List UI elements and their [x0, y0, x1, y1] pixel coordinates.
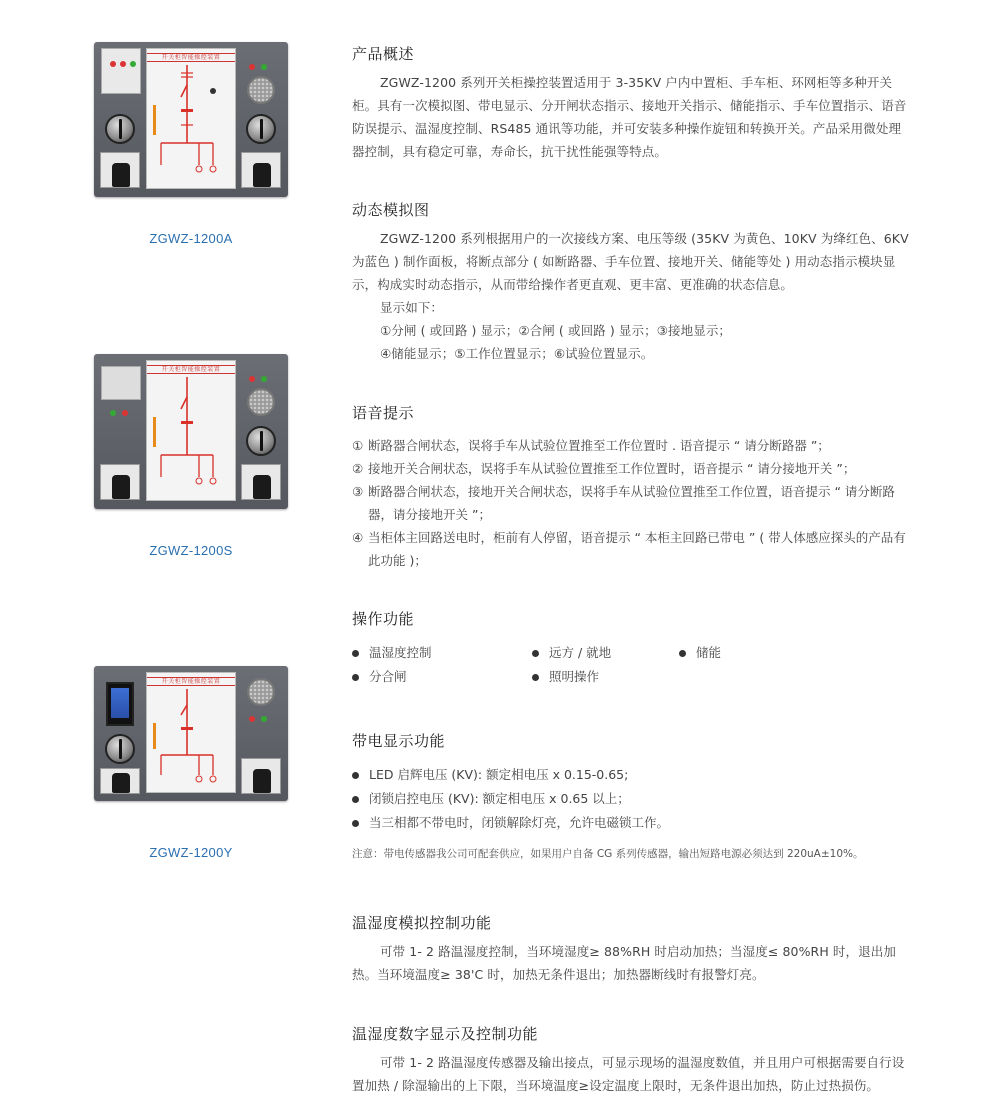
voice-title: 语音提示 [352, 404, 415, 422]
mimic-diagram [151, 377, 233, 497]
panel-title: 开关柜智能操控装置 [147, 677, 235, 686]
bullet-icon [352, 674, 359, 681]
navigation-keypad [105, 734, 135, 764]
control-knob [105, 114, 135, 144]
bullet-icon [679, 650, 686, 657]
list-item [352, 763, 912, 787]
selector-switch [241, 758, 281, 794]
product-card-y [94, 666, 290, 860]
status-led [261, 64, 267, 70]
speaker-grille [247, 76, 275, 104]
left-panel [98, 672, 143, 793]
list-item [352, 787, 912, 811]
temp-analog-section [352, 913, 912, 986]
list-text: 储能 [696, 645, 722, 660]
status-led [120, 61, 126, 67]
list-text: 分合闸 [369, 669, 407, 684]
left-panel [98, 48, 143, 189]
speaker-grille [247, 388, 275, 416]
right-panel [239, 360, 284, 501]
dynamic-body: ZGWZ-1200 系列根据用户的一次接线方案、电压等级 (35KV 为黄色、10KV 为绛红色、6KV 为蓝色 ) 制作面板，将断点部分 ( 如断路器、手车位置、接地开关、储能等处 ) 用动态指示模块显示，构成实时动态指示，从而带给操作者更直观、更丰富、更准确的状态信息。 [352, 231, 909, 292]
bullet-icon [352, 820, 359, 827]
product-image-y [94, 666, 288, 801]
voice-list [352, 434, 912, 572]
list-text: 接地开关合闸状态，误将手车从试验位置推至工作位置时，语音提示 “ 请分接地开关 ”； [368, 461, 856, 476]
list-text: 当柜体主回路送电时，柜前有人停留，语音提示 “ 本柜主回路已带电 ” ( 带人体感应探头的产品有此功能 )； [368, 530, 906, 568]
selector-switch [100, 152, 140, 188]
digital-display [101, 366, 141, 400]
live-section [352, 731, 912, 863]
list-number: ① [352, 438, 364, 453]
bullet-icon [352, 772, 359, 779]
mimic-diagram [151, 65, 233, 185]
status-led [261, 376, 267, 382]
dynamic-title: 动态模拟图 [352, 201, 430, 219]
status-led [110, 410, 116, 416]
list-number: ③ [352, 484, 364, 499]
list-text: 闭锁启控电压 (KV): 额定相电压 x 0.65 以上； [369, 791, 630, 806]
list-item [679, 641, 721, 665]
list-item [352, 457, 912, 480]
indicator-label-plate [101, 48, 141, 94]
mimic-panel [146, 48, 236, 189]
bullet-icon [532, 674, 539, 681]
bullet-icon [352, 796, 359, 803]
list-item [352, 526, 912, 572]
status-led [249, 376, 255, 382]
left-panel [98, 360, 143, 501]
list-item [352, 811, 912, 835]
overview-title: 产品概述 [352, 45, 415, 63]
status-led [130, 61, 136, 67]
product-image-s [94, 354, 288, 509]
list-text: LED 启辉电压 (KV): 额定相电压 x 0.15-0.65; [369, 767, 629, 782]
bullet-icon [352, 650, 359, 657]
list-item [532, 665, 599, 689]
list-item [352, 665, 532, 689]
lcd-screen [106, 682, 134, 726]
temp-analog-title: 温湿度模拟控制功能 [352, 914, 492, 932]
panel-title: 开关柜智能操控装置 [147, 53, 235, 62]
bullet-icon [532, 650, 539, 657]
product-model-label: ZGWZ-1200Y [149, 845, 233, 860]
right-panel [239, 672, 284, 793]
list-text: 断路器合闸状态，接地开关合闸状态，误将手车从试验位置推至工作位置，语音提示 “ 请分断路器，请分接地开关 ”； [368, 484, 895, 522]
overview-body: ZGWZ-1200 系列开关柜操控装置适用于 3-35KV 户内中置柜、手车柜、环网柜等多种开关柜。具有一次模拟图、带电显示、分开闸状态指示、接地开关指示、储能指示、手车位置指示、语音防误提示、温湿度控制、RS485 通讯等功能，并可安装多种操作旋钮和转换开关。产品采用微处理器控制，具有稳定可靠，寿命长，抗干扰性能强等特点。 [352, 75, 907, 159]
product-card-a [94, 42, 290, 246]
selector-switch [241, 464, 281, 500]
product-image-a [94, 42, 288, 197]
live-note: 注意：带电传感器我公司可配套供应，如果用户自备 CG 系列传感器，输出短路电源必须达到 220uA±10%。 [352, 848, 864, 860]
status-led [249, 64, 255, 70]
status-led [122, 410, 128, 416]
mimic-diagram [151, 689, 233, 789]
status-led [249, 716, 255, 722]
list-number: ② [352, 461, 364, 476]
dynamic-line-2: ④储能显示；⑤工作位置显示；⑥试验位置显示。 [380, 346, 654, 361]
right-panel [239, 48, 284, 189]
temp-digital-section [352, 1024, 912, 1097]
operation-section [352, 609, 912, 689]
overview-section [352, 44, 912, 163]
list-text: 断路器合闸状态，误将手车从试验位置推至工作位置时 . 语音提示 “ 请分断路器 ”； [368, 438, 830, 453]
status-led [261, 716, 267, 722]
list-item [352, 480, 912, 526]
list-item [532, 641, 679, 665]
dynamic-lead: 显示如下： [380, 300, 444, 315]
control-knob [246, 114, 276, 144]
list-text: 当三相都不带电时，闭锁解除灯亮，允许电磁锁工作。 [369, 815, 670, 830]
temp-digital-title: 温湿度数字显示及控制功能 [352, 1025, 539, 1043]
temp-digital-body: 可带 1- 2 路温湿度传感器及输出接点，可显示现场的温湿度数值，并且用户可根据需要自行设置加热 / 除湿输出的上下限，当环境温度≥设定温度上限时，无条件退出加热，防止过热损伤。 [352, 1055, 905, 1093]
product-model-label: ZGWZ-1200S [149, 543, 233, 558]
panel-title: 开关柜智能操控装置 [147, 365, 235, 374]
dynamic-line-1: ①分闸 ( 或回路 ) 显示；②合闸 ( 或回路 ) 显示；③接地显示； [380, 323, 732, 338]
list-number: ④ [352, 530, 364, 545]
live-title: 带电显示功能 [352, 732, 446, 750]
product-model-label: ZGWZ-1200A [149, 231, 233, 246]
list-text: 照明操作 [549, 669, 600, 684]
control-knob [246, 426, 276, 456]
temp-analog-body: 可带 1- 2 路温湿度控制，当环境湿度≥ 88%RH 时启动加热；当湿度≤ 80%RH 时，退出加热。当环境温度≥ 38'C 时，加热无条件退出；加热器断线时有报警灯亮。 [352, 944, 896, 982]
dynamic-section [352, 200, 912, 365]
selector-switch [100, 768, 140, 794]
selector-switch [241, 152, 281, 188]
status-led [110, 61, 116, 67]
operation-list [352, 641, 912, 689]
operation-title: 操作功能 [352, 610, 415, 628]
list-item [352, 641, 532, 665]
list-text: 温湿度控制 [369, 645, 432, 660]
product-card-s [94, 354, 290, 558]
live-list [352, 763, 912, 835]
voice-section [352, 403, 912, 572]
speaker-grille [247, 678, 275, 706]
mimic-panel [146, 672, 236, 793]
list-text: 远方 / 就地 [549, 645, 612, 660]
list-item [352, 434, 912, 457]
selector-switch [100, 464, 140, 500]
mimic-panel [146, 360, 236, 501]
